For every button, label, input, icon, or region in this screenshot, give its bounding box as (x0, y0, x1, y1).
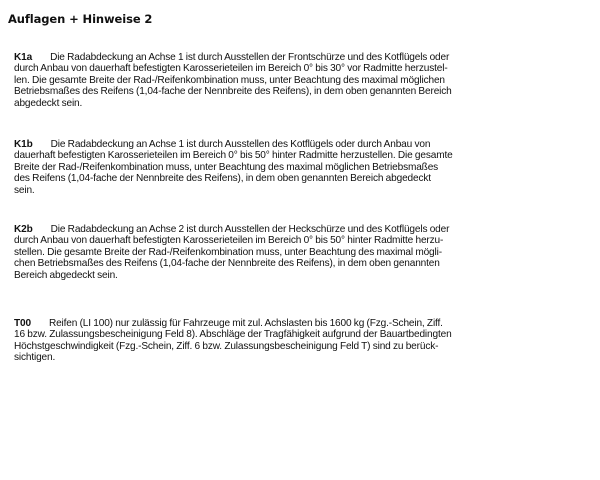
condition-code: K2b (14, 224, 33, 235)
condition-code: K1a (14, 52, 33, 63)
paragraph-line (14, 139, 584, 150)
paragraph-line: dauerhaft befestigten Karosserieteilen im Bereich 0° bis 50° hinter Radmitte herzustellen. Die gesamte (14, 150, 453, 162)
condition-t00 (14, 318, 584, 364)
condition-k1a (14, 52, 584, 109)
condition-code: T00 (14, 318, 31, 329)
paragraph-line: Höchstgeschwindigkeit (Fzg.-Schein, Ziff. 6 bzw. Zulassungsbescheinigung Feld T) sind zu berück- (14, 340, 439, 352)
paragraph-line: sichtigen. (14, 352, 56, 364)
condition-k2b (14, 224, 584, 281)
paragraph-line: abgedeckt sein. (14, 97, 83, 109)
condition-k1b (14, 139, 584, 196)
paragraph-line (14, 52, 584, 63)
paragraph-text: Reifen (LI 100) nur zulässig für Fahrzeuge mit zul. Achslasten bis 1600 kg (Fzg.-Schein, Ziff. (48, 318, 443, 329)
paragraph-line: durch Anbau von dauerhaft befestigten Karosserieteilen im Bereich 0° bis 50° hinter Radmitte herzu- (14, 235, 444, 247)
paragraph-line: sein. (14, 184, 35, 196)
paragraph-line: durch Anbau von dauerhaft befestigten Karosserieteilen im Bereich 0° bis 30° vor Radmitte herzustel- (14, 63, 448, 75)
paragraph-line: Bereich abgedeckt sein. (14, 269, 118, 281)
section-heading: Auflagen + Hinweise 2 (8, 12, 153, 26)
paragraph-text: Die Radabdeckung an Achse 1 ist durch Ausstellen der Frontschürze und des Kotflügels oder (50, 52, 450, 63)
paragraph-text: Die Radabdeckung an Achse 1 ist durch Ausstellen des Kotflügels oder durch Anbau von (50, 139, 431, 150)
paragraph-line: stellen. Die gesamte Breite der Rad-/Reifenkombination muss, unter Beachtung des maximal mögli- (14, 246, 442, 258)
paragraph-line (14, 224, 584, 235)
paragraph-line (14, 318, 584, 329)
paragraph-line: des Reifens (1,04-fache der Nennbreite des Reifens), in dem oben genannten Bereich abgedeckt (14, 173, 431, 185)
paragraph-line: len. Die gesamte Breite der Rad-/Reifenkombination muss, unter Beachtung des maximal möglichen (14, 74, 445, 86)
paragraph-line: Betriebsmaßes des Reifens (1,04-fache der Nennbreite des Reifens), in dem oben genannten Bereich (14, 86, 452, 98)
paragraph-line: 16 bzw. Zulassungsbescheinigung Feld 8). Abschläge der Tragfähigkeit aufgrund der Bauartbedingten (14, 329, 452, 341)
paragraph-line: chen Betriebsmaßes des Reifens (1,04-fache der Nennbreite des Reifens), in dem oben genannten (14, 258, 440, 270)
paragraph-line: Breite der Rad-/Reifenkombination muss, unter Beachtung des maximal möglichen Betriebsmaßes (14, 161, 439, 173)
condition-code: K1b (14, 139, 33, 150)
paragraph-text: Die Radabdeckung an Achse 2 ist durch Ausstellen der Heckschürze und des Kotflügels oder (50, 224, 450, 235)
